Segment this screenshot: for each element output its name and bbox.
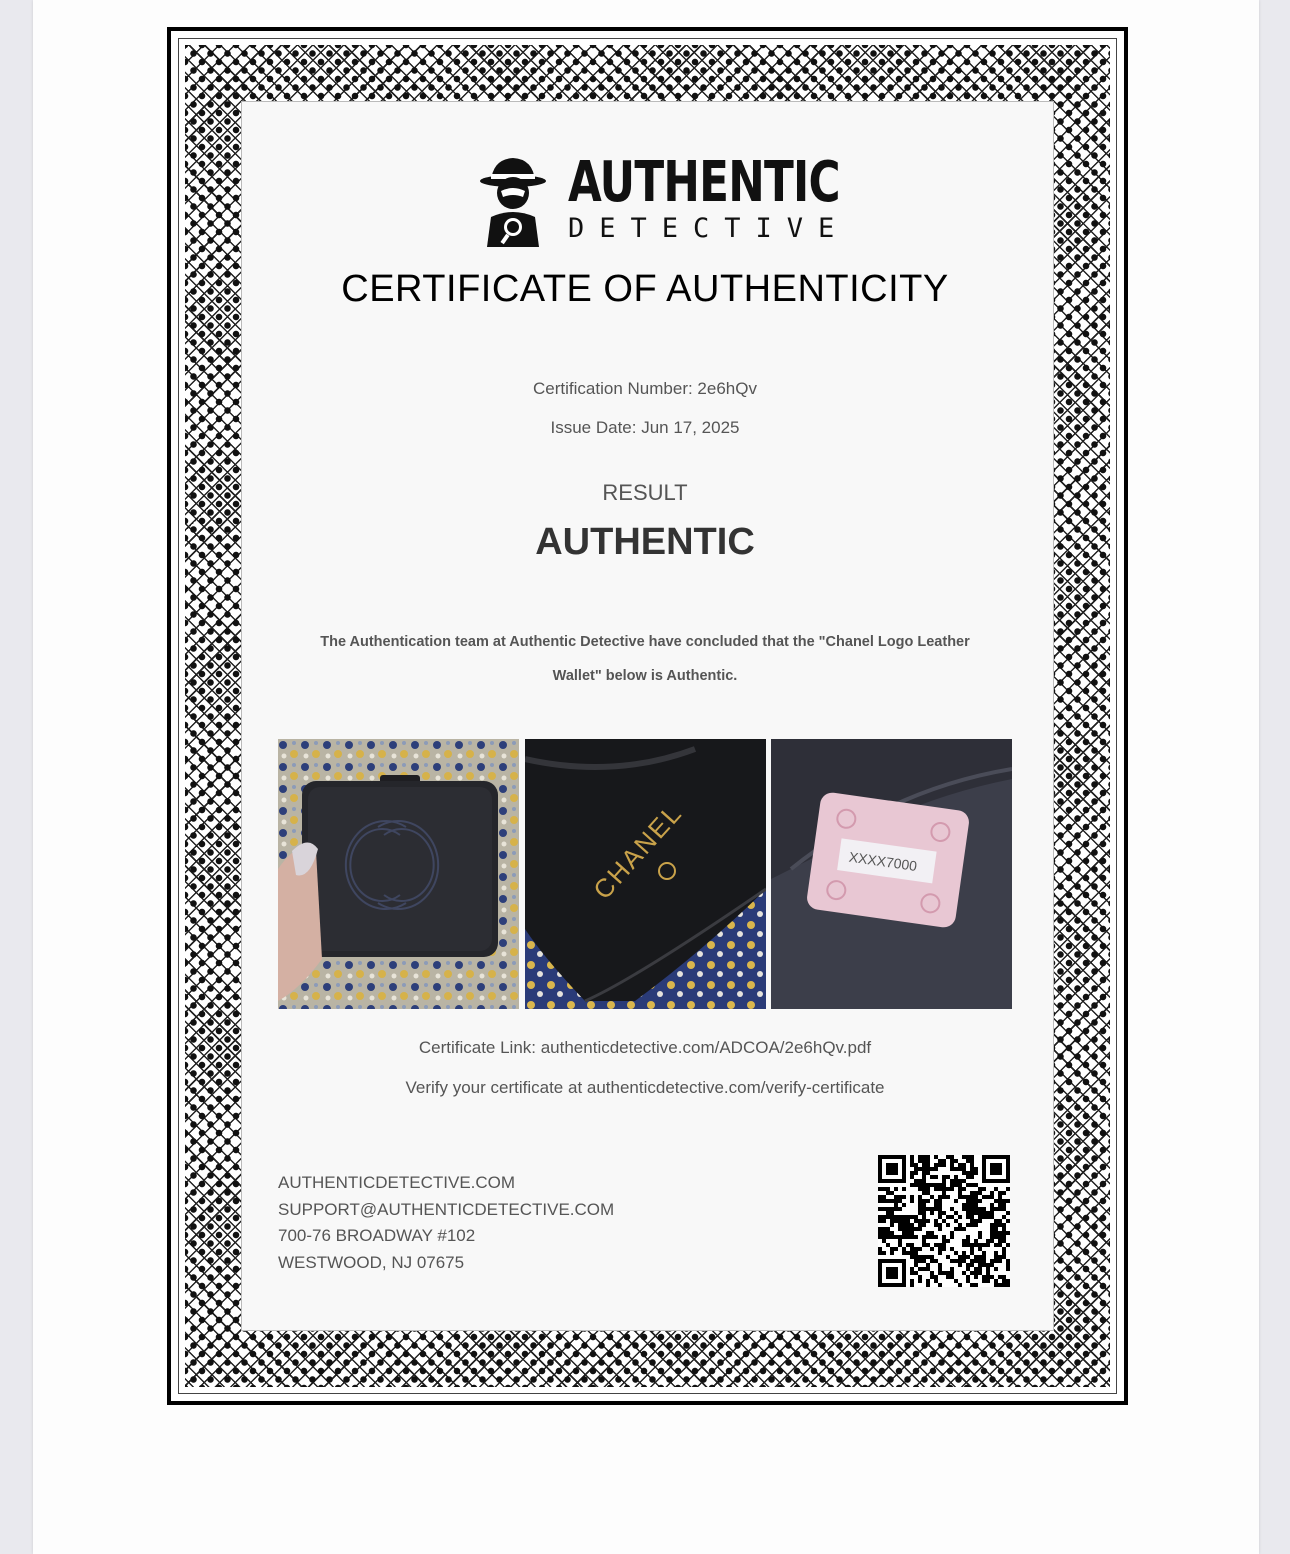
issue-date: Issue Date: Jun 17, 2025 [550, 418, 740, 437]
wallet-front-photo [278, 739, 519, 1009]
detective-icon [479, 155, 547, 247]
hologram-sticker-photo [771, 739, 1012, 1009]
certification-number: Certification Number: 2e6hQv [533, 379, 757, 398]
contact-block [278, 1170, 614, 1276]
qr-code [878, 1155, 1010, 1287]
authentication-statement: The Authentication team at Authentic Detective have concluded that the "Chanel Logo Leather Wallet" below is Authentic. [320, 634, 970, 684]
authentic-detective-logo [479, 150, 850, 247]
contact-city: WESTWOOD, NJ 07675 [278, 1252, 465, 1272]
result-label: RESULT [602, 480, 688, 505]
logo-wordmark: AUTHENTIC [568, 150, 840, 215]
contact-street: 700-76 BROADWAY #102 [278, 1226, 476, 1245]
hologram-sticker-text: XXXX7000 [847, 848, 919, 875]
certificate-title: CERTIFICATE OF AUTHENTICITY [341, 268, 949, 310]
verify-text: Verify your certificate at authenticdetective.com/verify-certificate [405, 1078, 885, 1097]
chanel-stamp-photo [525, 739, 766, 1009]
certificate-link: Certificate Link: authenticdetective.com/ADCOA/2e6hQv.pdf [418, 1038, 872, 1057]
chanel-stamp-text: CHANEL [587, 797, 689, 906]
contact-email: SUPPORT@AUTHENTICDETECTIVE.COM [278, 1199, 615, 1219]
result-value: AUTHENTIC [535, 521, 755, 563]
contact-website: AUTHENTICDETECTIVE.COM [278, 1173, 516, 1192]
logo-subtitle: DETECTIVE [568, 213, 850, 244]
